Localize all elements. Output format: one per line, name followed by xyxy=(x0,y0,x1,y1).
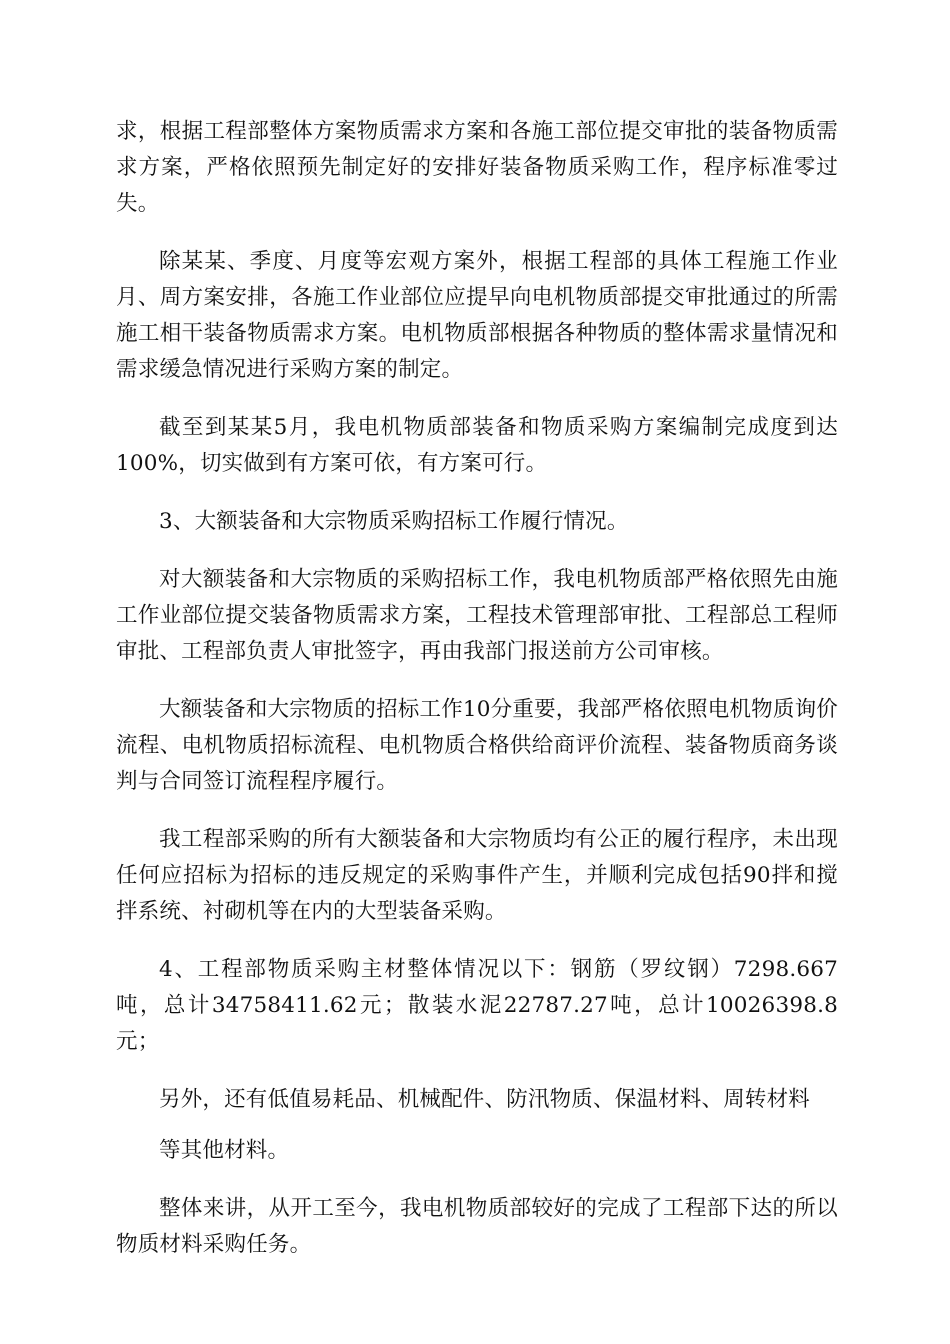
section-heading-4: 4、工程部物质采购主材整体情况以下：钢筋（罗纹钢）7298.667吨，总计34758411.62元；散装水泥22787.27吨，总计10026398.8元； xyxy=(116,957,838,1054)
paragraph-5: 大额装备和大宗物质的招标工作10分重要，我部严格依照电机物质询价流程、电机物质招标流程、电机物质合格供给商评价流程、装备物质商务谈判与合同签订流程程序履行。 xyxy=(116,697,838,794)
paragraph-4: 对大额装备和大宗物质的采购招标工作，我电机物质部严格依照先由施工作业部位提交装备物质需求方案，工程技术管理部审批、工程部总工程师审批、工程部负责人审批签字，再由我部门报送前方公司审核。 xyxy=(116,567,838,664)
paragraph-3: 截至到某某5月，我电机物质部装备和物质采购方案编制完成度到达100%，切实做到有方案可依，有方案可行。 xyxy=(116,415,838,476)
section-heading-3: 3、大额装备和大宗物质采购招标工作履行情况。 xyxy=(159,509,629,534)
document-body xyxy=(116,114,838,1285)
paragraph-9: 整体来讲，从开工至今，我电机物质部较好的完成了工程部下达的所以物质材料采购任务。 xyxy=(116,1196,838,1257)
paragraph-7: 另外，还有低值易耗品、机械配件、防汛物质、保温材料、周转材料 xyxy=(159,1087,811,1112)
paragraph-6: 我工程部采购的所有大额装备和大宗物质均有公正的履行程序，未出现任何应招标为招标的违反规定的采购事件产生，并顺利完成包括90拌和搅拌系统、衬砌机等在内的大型装备采购。 xyxy=(116,827,838,924)
paragraph-1: 求，根据工程部整体方案物质需求方案和各施工部位提交审批的装备物质需求方案，严格依照预先制定好的安排好装备物质采购工作，程序标准零过失。 xyxy=(116,119,838,216)
paragraph-2: 除某某、季度、月度等宏观方案外，根据工程部的具体工程施工作业月、周方案安排，各施工作业部位应提早向电机物质部提交审批通过的所需施工相干装备物质需求方案。电机物质部根据各种物质的整体需求量情况和需求缓急情况进行采购方案的制定。 xyxy=(116,249,838,382)
paragraph-8: 等其他材料。 xyxy=(159,1138,290,1163)
